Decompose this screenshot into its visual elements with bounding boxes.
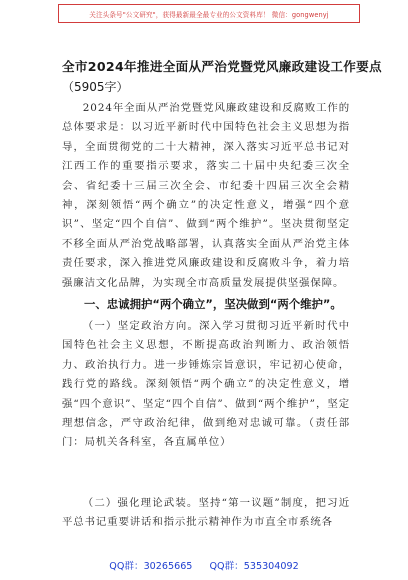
word-count: （5905字）: [62, 80, 129, 94]
item-2-paragraph: （二）强化理论武装。坚持“第一议题”制度，把习近平总书记重要讲话和指示批示精神作为市直全市系统各: [62, 497, 350, 529]
footer-qq-2: QQ群：535304092: [209, 561, 299, 572]
document-title: 全市2024年推进全面从严治党暨党风廉政建设工作要点: [62, 59, 382, 74]
intro-paragraph: 2024年全面从严治党暨党风廉政建设和反腐败工作的总体要求是：以习近平新时代中国特色社会主义思想为指导，全面贯彻党的二十大精神，深入落实习近平总书记对江西工作的重要指示要求，落实二十届中央纪委三次全会、省纪委十三届三次全会、市纪委十四届三次全会精神，深刻领悟“两个确立”的决定性意义，增强“四个意识”、坚定“四个自信”、做到“两个维护”。坚决贯彻坚定不移全面从严治党战略部署，认真落实全面从严治党主体责任要求，深入推进党风廉政建设和反腐败斗争，着力培强廉洁文化品牌，为实现全市高质量发展提供坚强保障。: [62, 102, 350, 289]
footer-contact: [0, 558, 408, 572]
promo-banner: [58, 4, 360, 23]
item-1-paragraph: （一）坚定政治方向。深入学习贯彻习近平新时代中国特色社会主义思想，不断提高政治判断力、政治领悟力、政治执行力。进一步锤炼宗旨意识，牢记初心使命，践行党的路线。深刻领悟“两个确立”的决定性意义，增强“四个意识”、坚定“四个自信”、做到“两个维护”，坚定理想信念，严守政治纪律，做到绝对忠诚可靠。（责任部门：局机关各科室，各直属单位）: [62, 320, 350, 449]
footer-qq-1: QQ群：30265665: [109, 561, 193, 572]
promo-text: 关注头条号"公文研究"，获得最新最全最专业的公文资料库！ 微信：gongwenyj: [89, 10, 329, 19]
section-heading-1: 一、忠诚拥护“两个确立”，坚决做到“两个维护”。: [84, 297, 342, 311]
